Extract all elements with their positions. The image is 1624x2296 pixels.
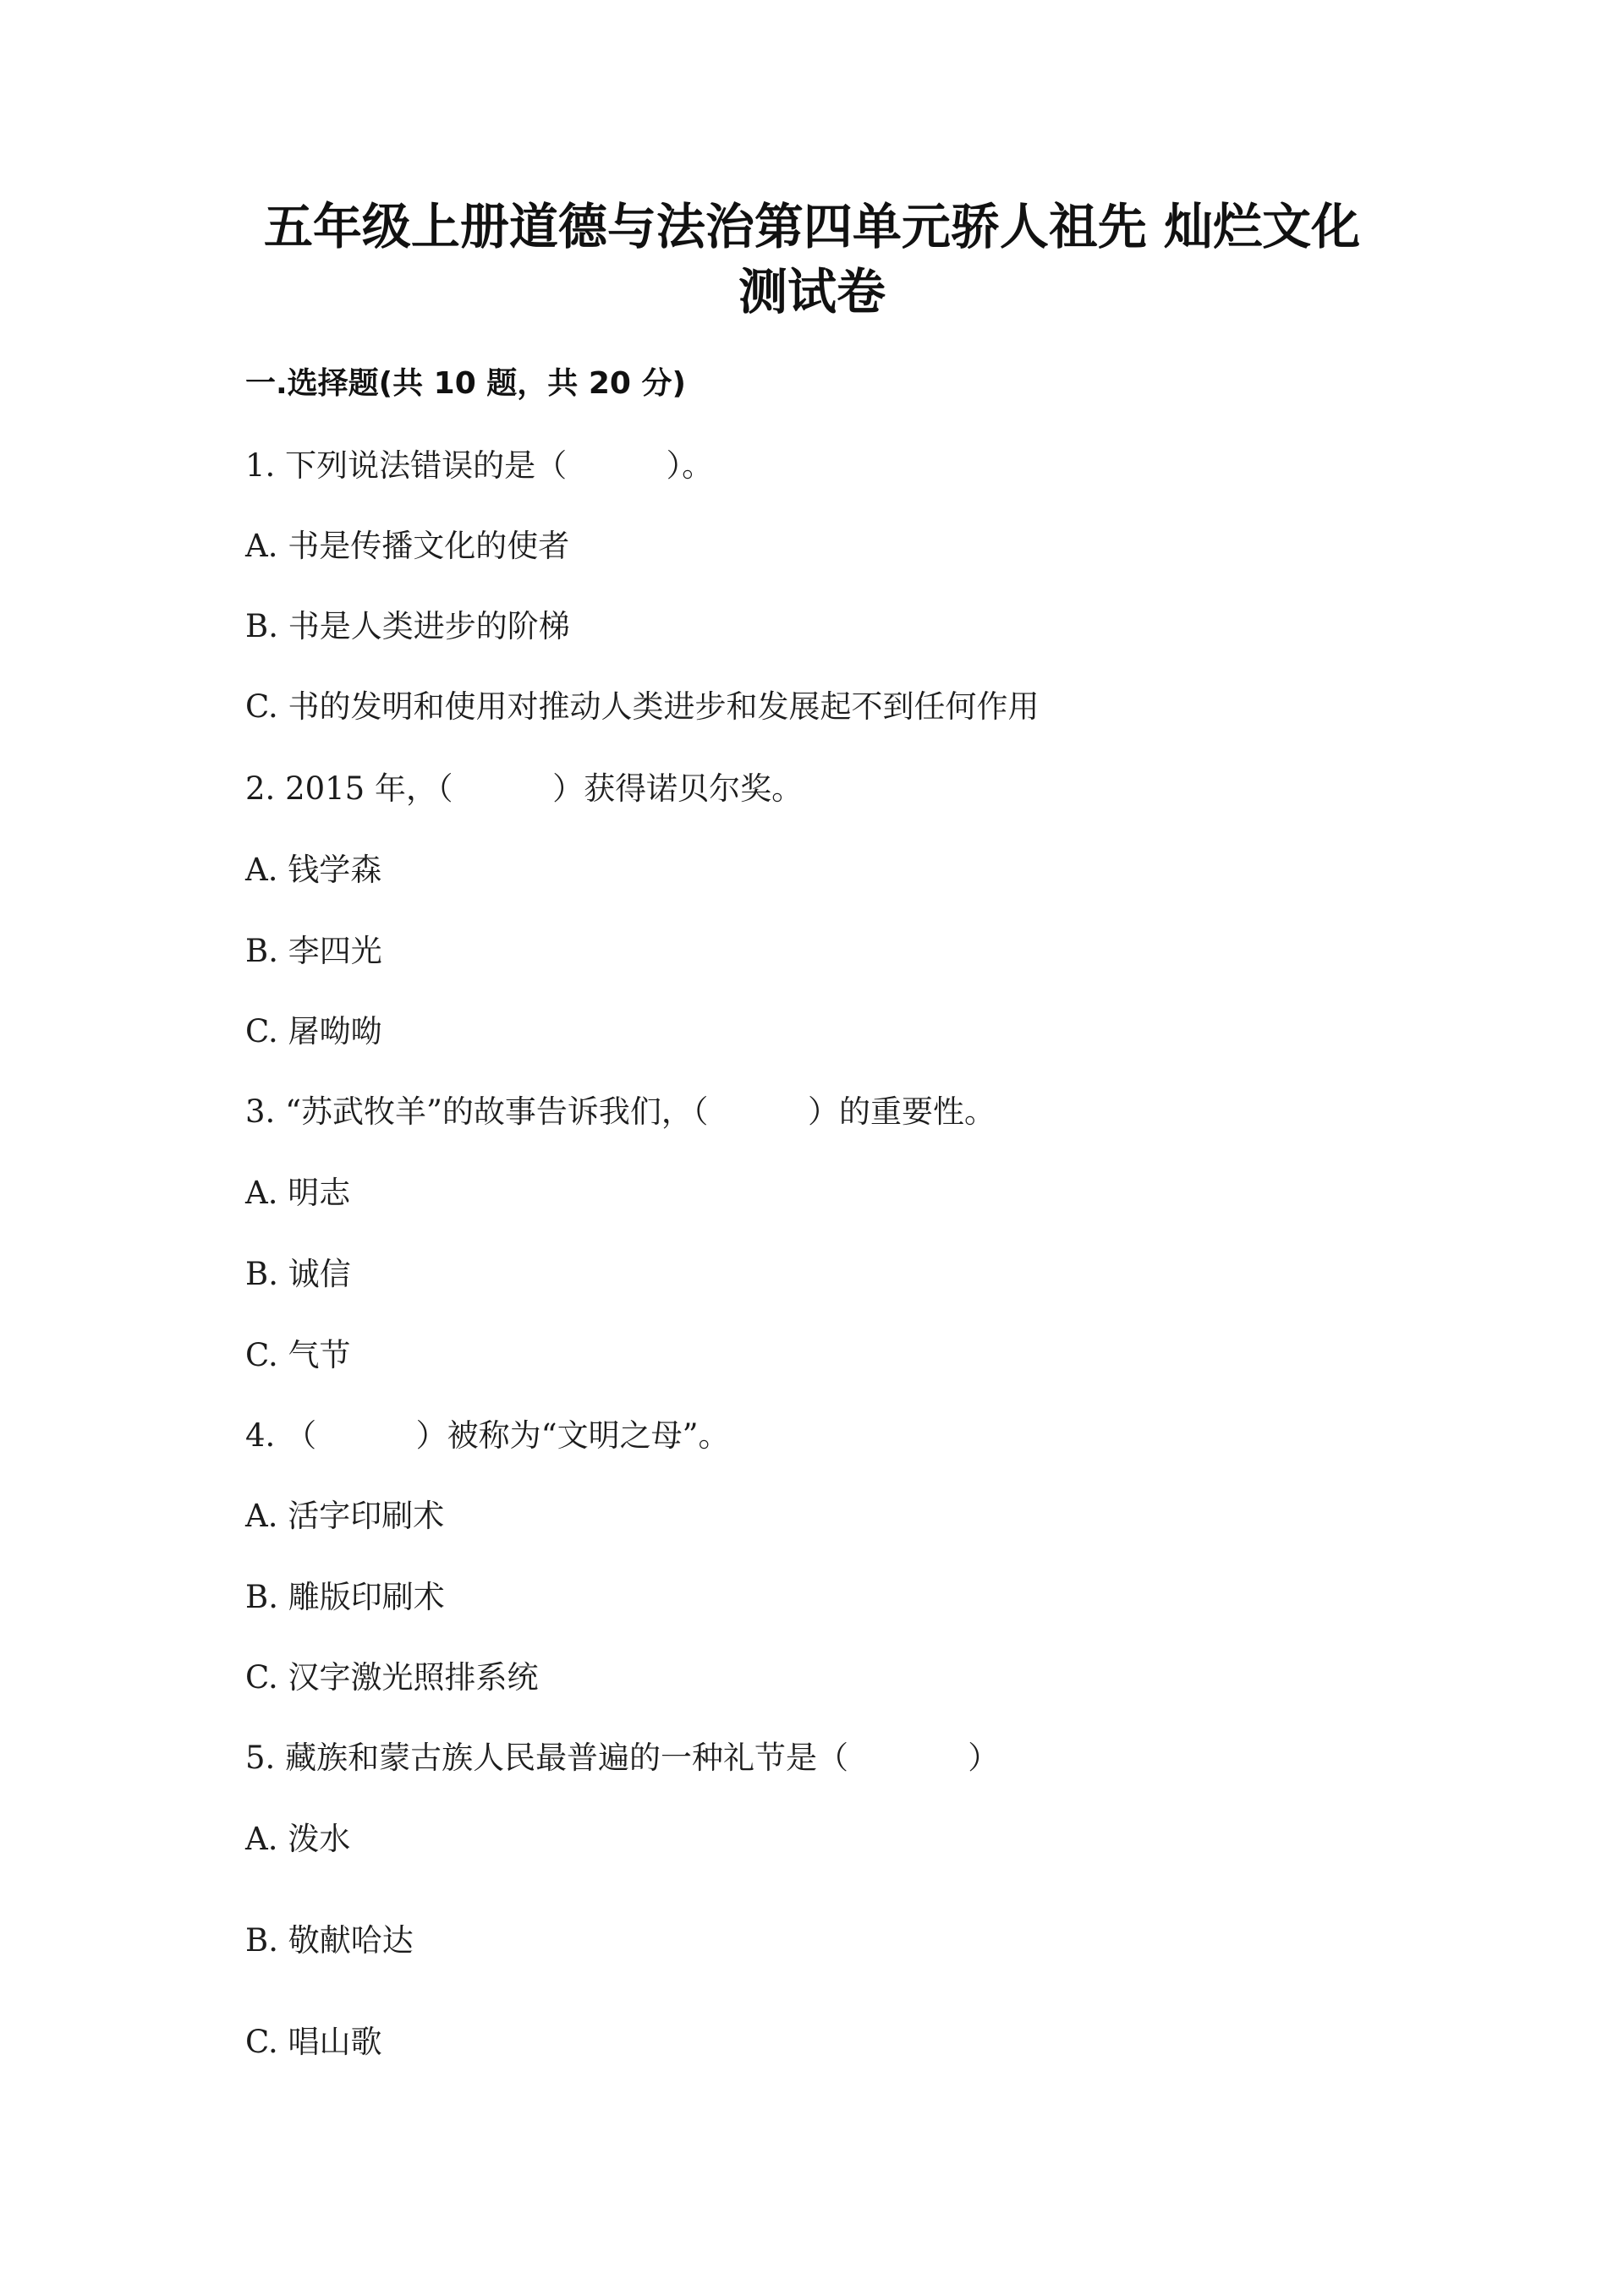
question-4-option-b: B. 雕版印刷术	[245, 1579, 445, 1615]
question-5-option-b: B. 敬献哈达	[245, 1922, 414, 1959]
page-title-line-1: 五年级上册道德与法治第四单元骄人祖先 灿烂文化	[263, 198, 1361, 255]
question-1-option-a: A. 书是传播文化的使者	[245, 528, 570, 564]
question-2-option-a: A. 钱学森	[245, 852, 382, 888]
question-2-option-b: B. 李四光	[245, 933, 382, 969]
question-3-option-b: B. 诚信	[245, 1256, 351, 1292]
question-1-option-c: C. 书的发明和使用对推动人类进步和发展起不到任何作用	[245, 688, 1040, 725]
question-2-stem: 2. 2015 年，（ ）获得诺贝尔奖。	[245, 770, 804, 807]
section-heading-multiple-choice: 一.选择题(共 10 题，共 20 分)	[245, 366, 686, 401]
question-5-stem: 5. 藏族和蒙古族人民最普遍的一种礼节是（ ）	[245, 1740, 1000, 1776]
page-title-line-2: 测试卷	[738, 263, 886, 321]
question-4-option-c: C. 汉字激光照排系统	[245, 1659, 539, 1696]
question-3-option-a: A. 明志	[245, 1175, 351, 1211]
question-1-stem: 1. 下列说法错误的是（ ）。	[245, 447, 714, 484]
question-1-option-b: B. 书是人类进步的阶梯	[245, 608, 570, 644]
question-5-option-c: C. 唱山歌	[245, 2024, 382, 2060]
question-4-option-a: A. 活字印刷术	[245, 1498, 445, 1534]
question-4-stem: 4. （ ）被称为“文明之母”。	[245, 1417, 730, 1454]
question-5-option-a: A. 泼水	[245, 1821, 351, 1857]
question-3-stem: 3. “苏武牧羊”的故事告诉我们，（ ）的重要性。	[245, 1093, 996, 1130]
question-3-option-c: C. 气节	[245, 1337, 351, 1373]
question-2-option-c: C. 屠呦呦	[245, 1013, 382, 1049]
